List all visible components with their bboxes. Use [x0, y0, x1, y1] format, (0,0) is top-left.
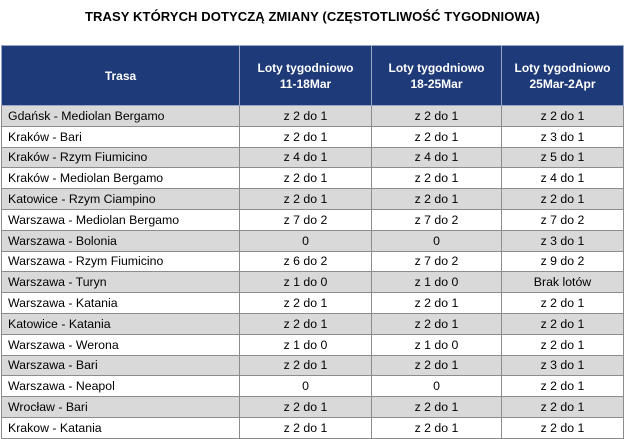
route-cell: Warszawa - Katania	[2, 293, 240, 314]
frequency-cell: z 7 do 2	[372, 251, 502, 272]
frequency-cell: z 1 do 0	[372, 272, 502, 293]
frequency-cell: z 2 do 1	[372, 397, 502, 418]
frequency-cell: z 2 do 1	[502, 106, 624, 127]
route-cell: Warszawa - Bolonia	[2, 230, 240, 251]
route-cell: Kraków - Mediolan Bergamo	[2, 168, 240, 189]
header-week-1-line1: Loty tygodniowo	[257, 60, 354, 75]
frequency-cell: 0	[372, 230, 502, 251]
table-row	[2, 313, 624, 334]
frequency-cell: z 2 do 1	[502, 376, 624, 397]
table-header-row	[2, 46, 624, 106]
route-cell: Warszawa - Rzym Fiumicino	[2, 251, 240, 272]
header-route-label: Trasa	[104, 68, 137, 83]
header-week-1-line2: 11-18Mar	[279, 76, 332, 91]
frequency-cell: z 9 do 2	[502, 251, 624, 272]
frequency-cell: z 2 do 1	[372, 293, 502, 314]
flight-changes-table	[1, 45, 624, 439]
table-row	[2, 106, 624, 127]
frequency-cell: z 2 do 1	[240, 168, 372, 189]
frequency-cell: z 1 do 0	[240, 272, 372, 293]
frequency-cell: z 2 do 1	[502, 397, 624, 418]
route-cell: Warszawa - Werona	[2, 334, 240, 355]
header-week-2-line1: Loty tygodniowo	[388, 60, 485, 75]
frequency-cell: z 2 do 1	[372, 168, 502, 189]
route-cell: Gdańsk - Mediolan Bergamo	[2, 106, 240, 127]
frequency-cell: z 2 do 1	[372, 417, 502, 438]
frequency-cell: z 2 do 1	[372, 106, 502, 127]
table-row	[2, 397, 624, 418]
table-row	[2, 126, 624, 147]
frequency-cell: z 2 do 1	[240, 355, 372, 376]
table-row	[2, 230, 624, 251]
header-week-3-line1: Loty tygodniowo	[514, 60, 611, 75]
table-body	[2, 106, 624, 439]
frequency-cell: z 2 do 1	[240, 106, 372, 127]
frequency-cell: z 2 do 1	[372, 355, 502, 376]
frequency-cell: z 2 do 1	[502, 334, 624, 355]
frequency-cell: z 2 do 1	[240, 189, 372, 210]
header-week-2-line2: 18-25Mar	[410, 76, 463, 91]
table-row	[2, 189, 624, 210]
frequency-cell: z 1 do 0	[372, 334, 502, 355]
frequency-cell: Brak lotów	[502, 272, 624, 293]
route-cell: Kraków - Rzym Fiumicino	[2, 147, 240, 168]
frequency-cell: z 2 do 1	[240, 313, 372, 334]
frequency-cell: z 7 do 2	[240, 209, 372, 230]
frequency-cell: 0	[240, 230, 372, 251]
frequency-cell: z 2 do 1	[502, 313, 624, 334]
table-row	[2, 417, 624, 438]
route-cell: Kraków - Bari	[2, 126, 240, 147]
route-cell: Warszawa - Neapol	[2, 376, 240, 397]
frequency-cell: z 7 do 2	[502, 209, 624, 230]
header-week-2	[372, 46, 502, 106]
frequency-cell: z 2 do 1	[372, 313, 502, 334]
frequency-cell: z 3 do 1	[502, 230, 624, 251]
frequency-cell: z 4 do 1	[240, 147, 372, 168]
table-row	[2, 334, 624, 355]
frequency-cell: z 2 do 1	[502, 417, 624, 438]
frequency-cell: z 3 do 1	[502, 126, 624, 147]
table-row	[2, 272, 624, 293]
route-cell: Krakow - Katania	[2, 417, 240, 438]
frequency-cell: z 4 do 1	[372, 147, 502, 168]
frequency-cell: z 2 do 1	[240, 293, 372, 314]
frequency-cell: z 5 do 1	[502, 147, 624, 168]
route-cell: Katowice - Katania	[2, 313, 240, 334]
table-row	[2, 376, 624, 397]
frequency-cell: z 6 do 2	[240, 251, 372, 272]
frequency-cell: z 1 do 0	[240, 334, 372, 355]
header-route	[2, 46, 240, 106]
table-row	[2, 355, 624, 376]
frequency-cell: z 2 do 1	[372, 126, 502, 147]
page-title: TRASY KTÓRYCH DOTYCZĄ ZMIANY (CZĘSTOTLIWOŚĆ TYGODNIOWA)	[85, 9, 540, 24]
frequency-cell: z 2 do 1	[502, 189, 624, 210]
frequency-cell: z 4 do 1	[502, 168, 624, 189]
table-row	[2, 168, 624, 189]
table-row	[2, 209, 624, 230]
table-row	[2, 147, 624, 168]
frequency-cell: z 2 do 1	[240, 397, 372, 418]
route-cell: Warszawa - Bari	[2, 355, 240, 376]
route-cell: Wrocław - Bari	[2, 397, 240, 418]
header-week-3-line2: 25Mar-2Apr	[529, 76, 596, 91]
frequency-cell: 0	[240, 376, 372, 397]
frequency-cell: z 7 do 2	[372, 209, 502, 230]
table-row	[2, 251, 624, 272]
table-row	[2, 293, 624, 314]
header-week-3	[502, 46, 624, 106]
route-cell: Warszawa - Turyn	[2, 272, 240, 293]
header-week-1	[240, 46, 372, 106]
frequency-cell: z 3 do 1	[502, 355, 624, 376]
route-cell: Katowice - Rzym Ciampino	[2, 189, 240, 210]
route-cell: Warszawa - Mediolan Bergamo	[2, 209, 240, 230]
frequency-cell: z 2 do 1	[240, 417, 372, 438]
frequency-cell: z 2 do 1	[502, 293, 624, 314]
frequency-cell: z 2 do 1	[372, 189, 502, 210]
frequency-cell: 0	[372, 376, 502, 397]
frequency-cell: z 2 do 1	[240, 126, 372, 147]
